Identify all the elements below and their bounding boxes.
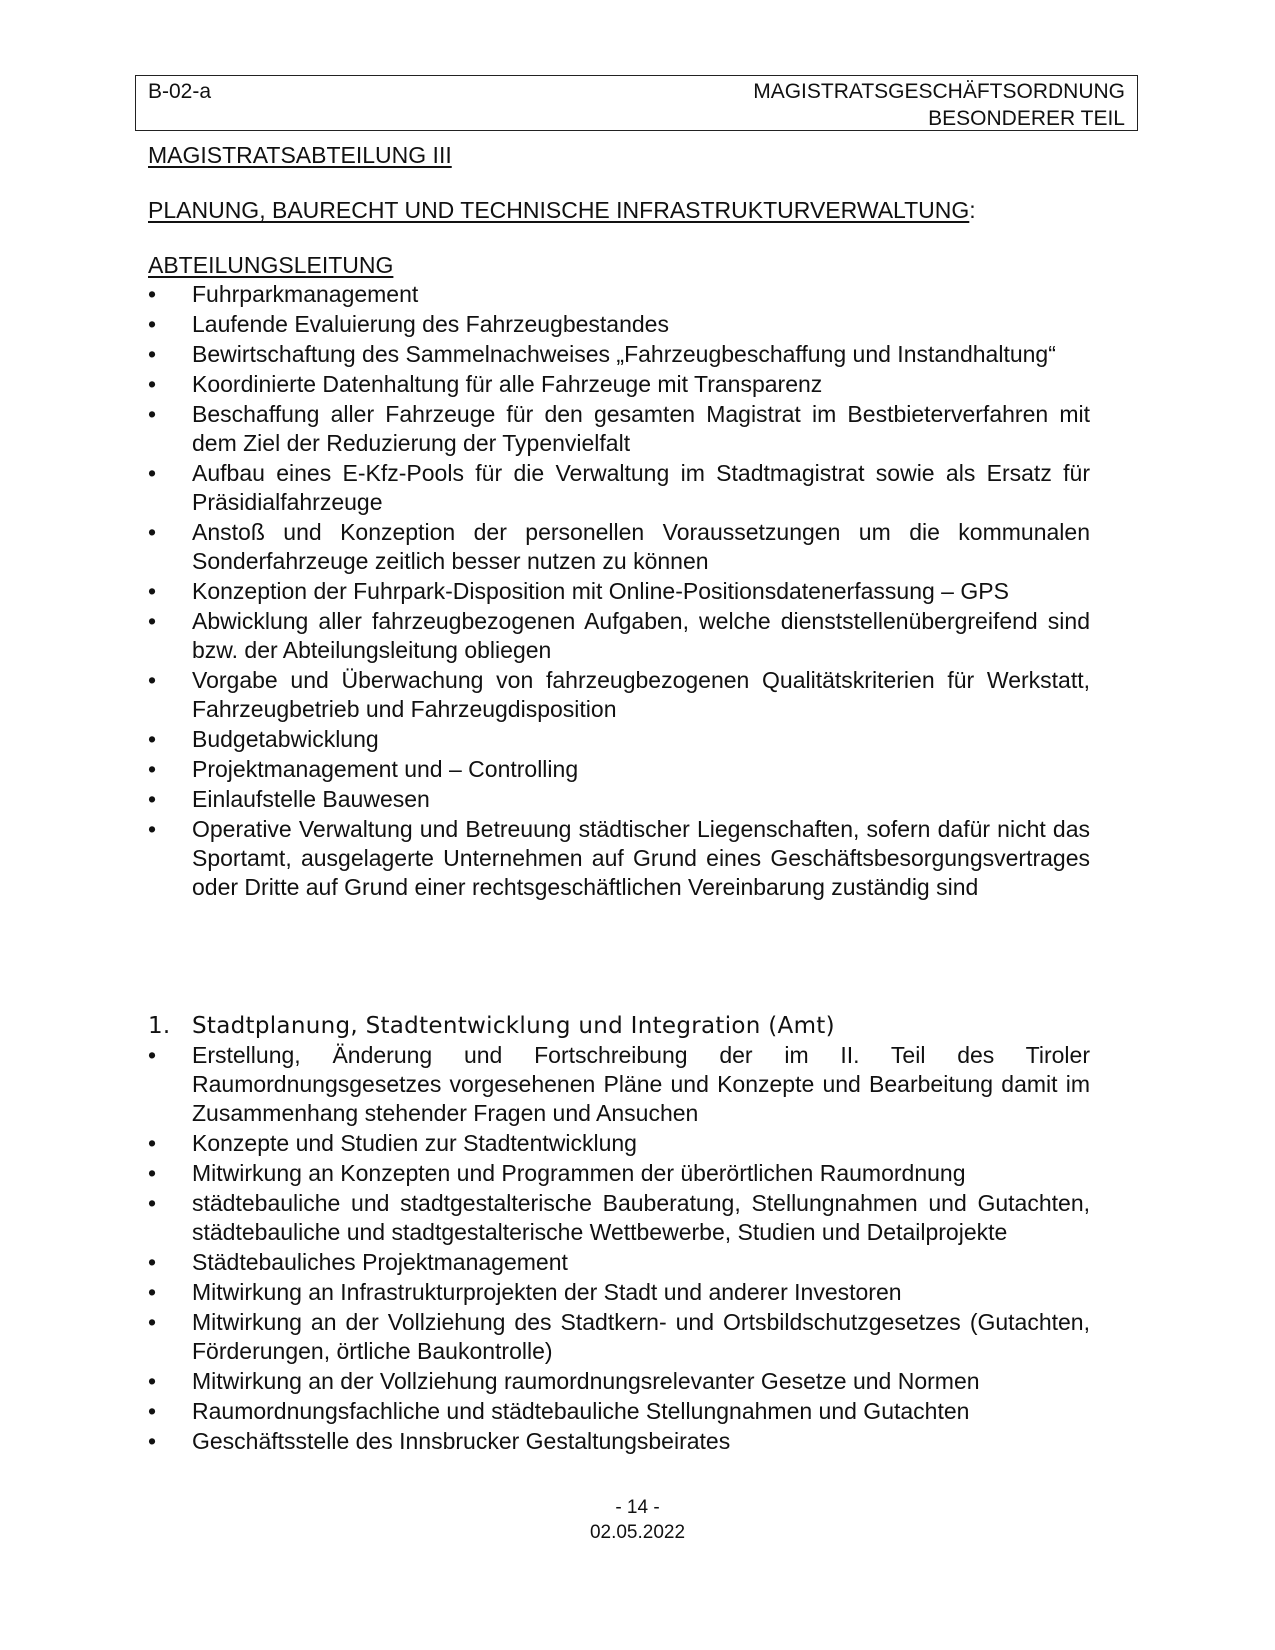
list-item: • Vorgabe und Überwachung von fahrzeugbezogenen Qualitätskriterien für Werkstatt, Fahrzeugbetrieb und Fahrzeugdisposition xyxy=(148,666,1090,724)
list-item: • Aufbau eines E-Kfz-Pools für die Verwaltung im Stadtmagistrat sowie als Ersatz für Präsidialfahrzeuge xyxy=(148,459,1090,517)
area-title-suffix: : xyxy=(969,197,976,223)
list-item: • Fuhrparkmanagement xyxy=(148,280,1090,309)
list-item: • Bewirtschaftung des Sammelnachweises „Fahrzeugbeschaffung und Instandhaltung“ xyxy=(148,340,1090,369)
section-1-number: 1. xyxy=(148,1013,171,1039)
list-item: • Koordinierte Datenhaltung für alle Fahrzeuge mit Transparenz xyxy=(148,370,1090,399)
list-item: • Abwicklung aller fahrzeugbezogenen Aufgaben, welche dienststellenübergreifend sind bzw. der Abteilungsleitung obliegen xyxy=(148,607,1090,665)
area-title: PLANUNG, BAURECHT UND TECHNISCHE INFRASTRUKTURVERWALTUNG xyxy=(148,197,970,223)
page-header xyxy=(135,75,1138,131)
section-1-title: Stadtplanung, Stadtentwicklung und Integration (Amt) xyxy=(192,1013,835,1039)
section-leitung-heading xyxy=(148,251,393,280)
list-item: • Operative Verwaltung und Betreuung städtischer Liegenschaften, sofern dafür nicht das Sportamt, ausgelagerte Unternehmen auf Grund eines Geschäftsbesorgungsvertrages oder Dritte auf Grund einer rechtsgeschäftlichen Vereinbarung zuständig sind xyxy=(148,815,1090,902)
list-item: • Mitwirkung an Infrastrukturprojekten der Stadt und anderer Investoren xyxy=(148,1278,1090,1307)
document-title xyxy=(753,78,1125,132)
section-leitung-title: ABTEILUNGSLEITUNG xyxy=(148,252,394,278)
section-1-list xyxy=(148,1041,1090,1456)
document-title-line-2: BESONDERER TEIL xyxy=(928,107,1125,130)
document-title-line-1: MAGISTRATSGESCHÄFTSORDNUNG xyxy=(753,80,1125,103)
list-item: • Beschaffung aller Fahrzeuge für den gesamten Magistrat im Bestbieterverfahren mit dem Ziel der Reduzierung der Typenvielfalt xyxy=(148,400,1090,458)
footer-date: 02.05.2022 xyxy=(589,1522,686,1543)
section-leitung-list-container xyxy=(148,280,1090,903)
section-leitung-list xyxy=(148,280,1090,902)
document-code: B-02-a xyxy=(148,80,212,103)
list-item: • Mitwirkung an der Vollziehung raumordnungsrelevanter Gesetze und Normen xyxy=(148,1367,1090,1396)
list-item: • Konzepte und Studien zur Stadtentwicklung xyxy=(148,1129,1090,1158)
list-item: • Mitwirkung an Konzepten und Programmen der überörtlichen Raumordnung xyxy=(148,1159,1090,1188)
section-1-heading xyxy=(148,1012,835,1041)
list-item: • Projektmanagement und – Controlling xyxy=(148,755,1090,784)
list-item: • Laufende Evaluierung des Fahrzeugbestandes xyxy=(148,310,1090,339)
list-item: • Mitwirkung an der Vollziehung des Stadtkern- und Ortsbildschutzgesetzes (Gutachten, Förderungen, örtliche Baukontrolle) xyxy=(148,1308,1090,1366)
department-title: MAGISTRATSABTEILUNG III xyxy=(148,142,452,168)
department-heading xyxy=(148,141,452,170)
list-item: • Anstoß und Konzeption der personellen Voraussetzungen um die kommunalen Sonderfahrzeuge zeitlich besser nutzen zu können xyxy=(148,518,1090,576)
page-number: - 14 - xyxy=(615,1497,660,1518)
list-item: • Erstellung, Änderung und Fortschreibung der im II. Teil des Tiroler Raumordnungsgesetzes vorgesehenen Pläne und Konzepte und Bearbeitung damit im Zusammenhang stehender Fragen und Ansuchen xyxy=(148,1041,1090,1128)
list-item: • städtebauliche und stadtgestalterische Bauberatung, Stellungnahmen und Gutachten, städtebauliche und stadtgestalterische Wettbewerbe, Studien und Detailprojekte xyxy=(148,1189,1090,1247)
area-heading xyxy=(148,196,976,225)
list-item: • Konzeption der Fuhrpark-Disposition mit Online-Positionsdatenerfassung – GPS xyxy=(148,577,1090,606)
list-item: • Raumordnungsfachliche und städtebauliche Stellungnahmen und Gutachten xyxy=(148,1397,1090,1426)
list-item: • Geschäftsstelle des Innsbrucker Gestaltungsbeirates xyxy=(148,1427,1090,1456)
list-item: • Einlaufstelle Bauwesen xyxy=(148,785,1090,814)
section-1-list-container xyxy=(148,1041,1090,1457)
list-item: • Städtebauliches Projektmanagement xyxy=(148,1248,1090,1277)
list-item: • Budgetabwicklung xyxy=(148,725,1090,754)
